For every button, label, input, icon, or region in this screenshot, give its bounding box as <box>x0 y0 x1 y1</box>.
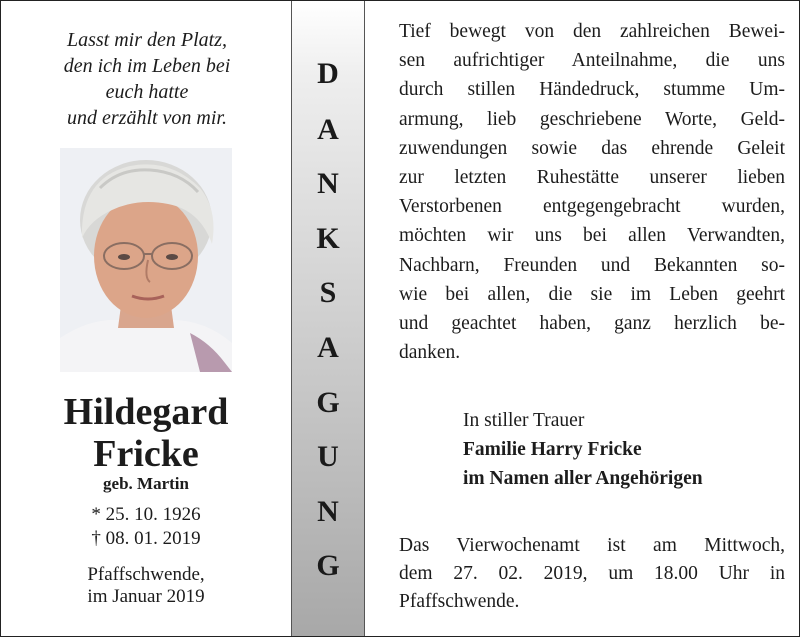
heading-letter: A <box>317 331 339 364</box>
motto-line: den ich im Leben bei <box>63 55 231 77</box>
heading-letter: S <box>319 276 337 309</box>
mourners-intro: In stiller Trauer <box>463 410 585 431</box>
thanks-line: möchten wir uns bei allen Verwandten, <box>399 225 785 247</box>
left-column <box>1 1 291 636</box>
mourners-family: Familie Harry Fricke <box>463 439 642 460</box>
life-dates <box>1 503 291 551</box>
death-date: † 08. 01. 2019 <box>91 528 201 549</box>
thanks-line: zuwendungen sowie das ehrende Geleit <box>399 137 785 159</box>
mourners-relatives: im Namen aller Angehörigen <box>463 468 703 489</box>
birth-date: * 25. 10. 1926 <box>91 504 201 525</box>
date-line: im Januar 2019 <box>87 586 205 607</box>
thanks-line: sen aufrichtiger Anteilnahme, die uns <box>399 50 785 72</box>
heading-letter: N <box>317 495 339 528</box>
danksagung-strip <box>291 1 365 636</box>
birth-name: geb. Martin <box>103 474 189 493</box>
motto-line: euch hatte <box>105 81 189 103</box>
thanks-line: und geachtet haben, ganz herzlich be- <box>399 313 785 335</box>
heading-letter: K <box>316 222 340 255</box>
right-column <box>363 1 799 636</box>
service-line: dem 27. 02. 2019, um 18.00 Uhr in <box>399 563 785 584</box>
heading-letter: A <box>317 113 339 146</box>
thanks-line: danken. <box>399 342 461 364</box>
thanks-line: Tief bewegt von den zahlreichen Bewei- <box>399 21 785 42</box>
portrait-photo <box>60 148 232 372</box>
heading-letter: U <box>317 440 339 473</box>
service-line: Pfaffschwende. <box>399 591 520 612</box>
portrait-illustration <box>60 148 232 372</box>
place-and-date <box>1 564 291 608</box>
service-line: Das Vierwochenamt ist am Mittwoch, <box>399 535 785 556</box>
deceased-last-name: Fricke <box>93 433 199 475</box>
place-line: Pfaffschwende, <box>87 564 205 585</box>
thanks-paragraph <box>399 17 785 367</box>
heading-letter: N <box>317 167 339 200</box>
thanks-line: zur letzten Ruhestätte unserer lieben <box>399 167 785 189</box>
motto-verse <box>31 27 263 131</box>
thanks-line: Nachbarn, Freunden und Bekannten so- <box>399 254 785 276</box>
deceased-first-name: Hildegard <box>63 391 229 433</box>
thanks-line: durch stillen Händedruck, stumme Um- <box>399 79 785 101</box>
thanks-line: wie bei allen, die sie im Leben geehrt <box>399 283 785 305</box>
heading-letter: G <box>316 549 340 582</box>
motto-line: Lasst mir den Platz, <box>66 29 228 51</box>
heading-letter: D <box>317 57 339 90</box>
thanks-line: Verstorbenen entgegengebracht wurden, <box>399 196 785 218</box>
heading-letter: G <box>316 386 340 419</box>
thanks-line: armung, lieb geschriebene Worte, Geld- <box>399 108 785 130</box>
motto-line: und erzählt von mir. <box>67 107 227 129</box>
mourners-block <box>463 406 703 493</box>
service-notice <box>399 532 785 616</box>
